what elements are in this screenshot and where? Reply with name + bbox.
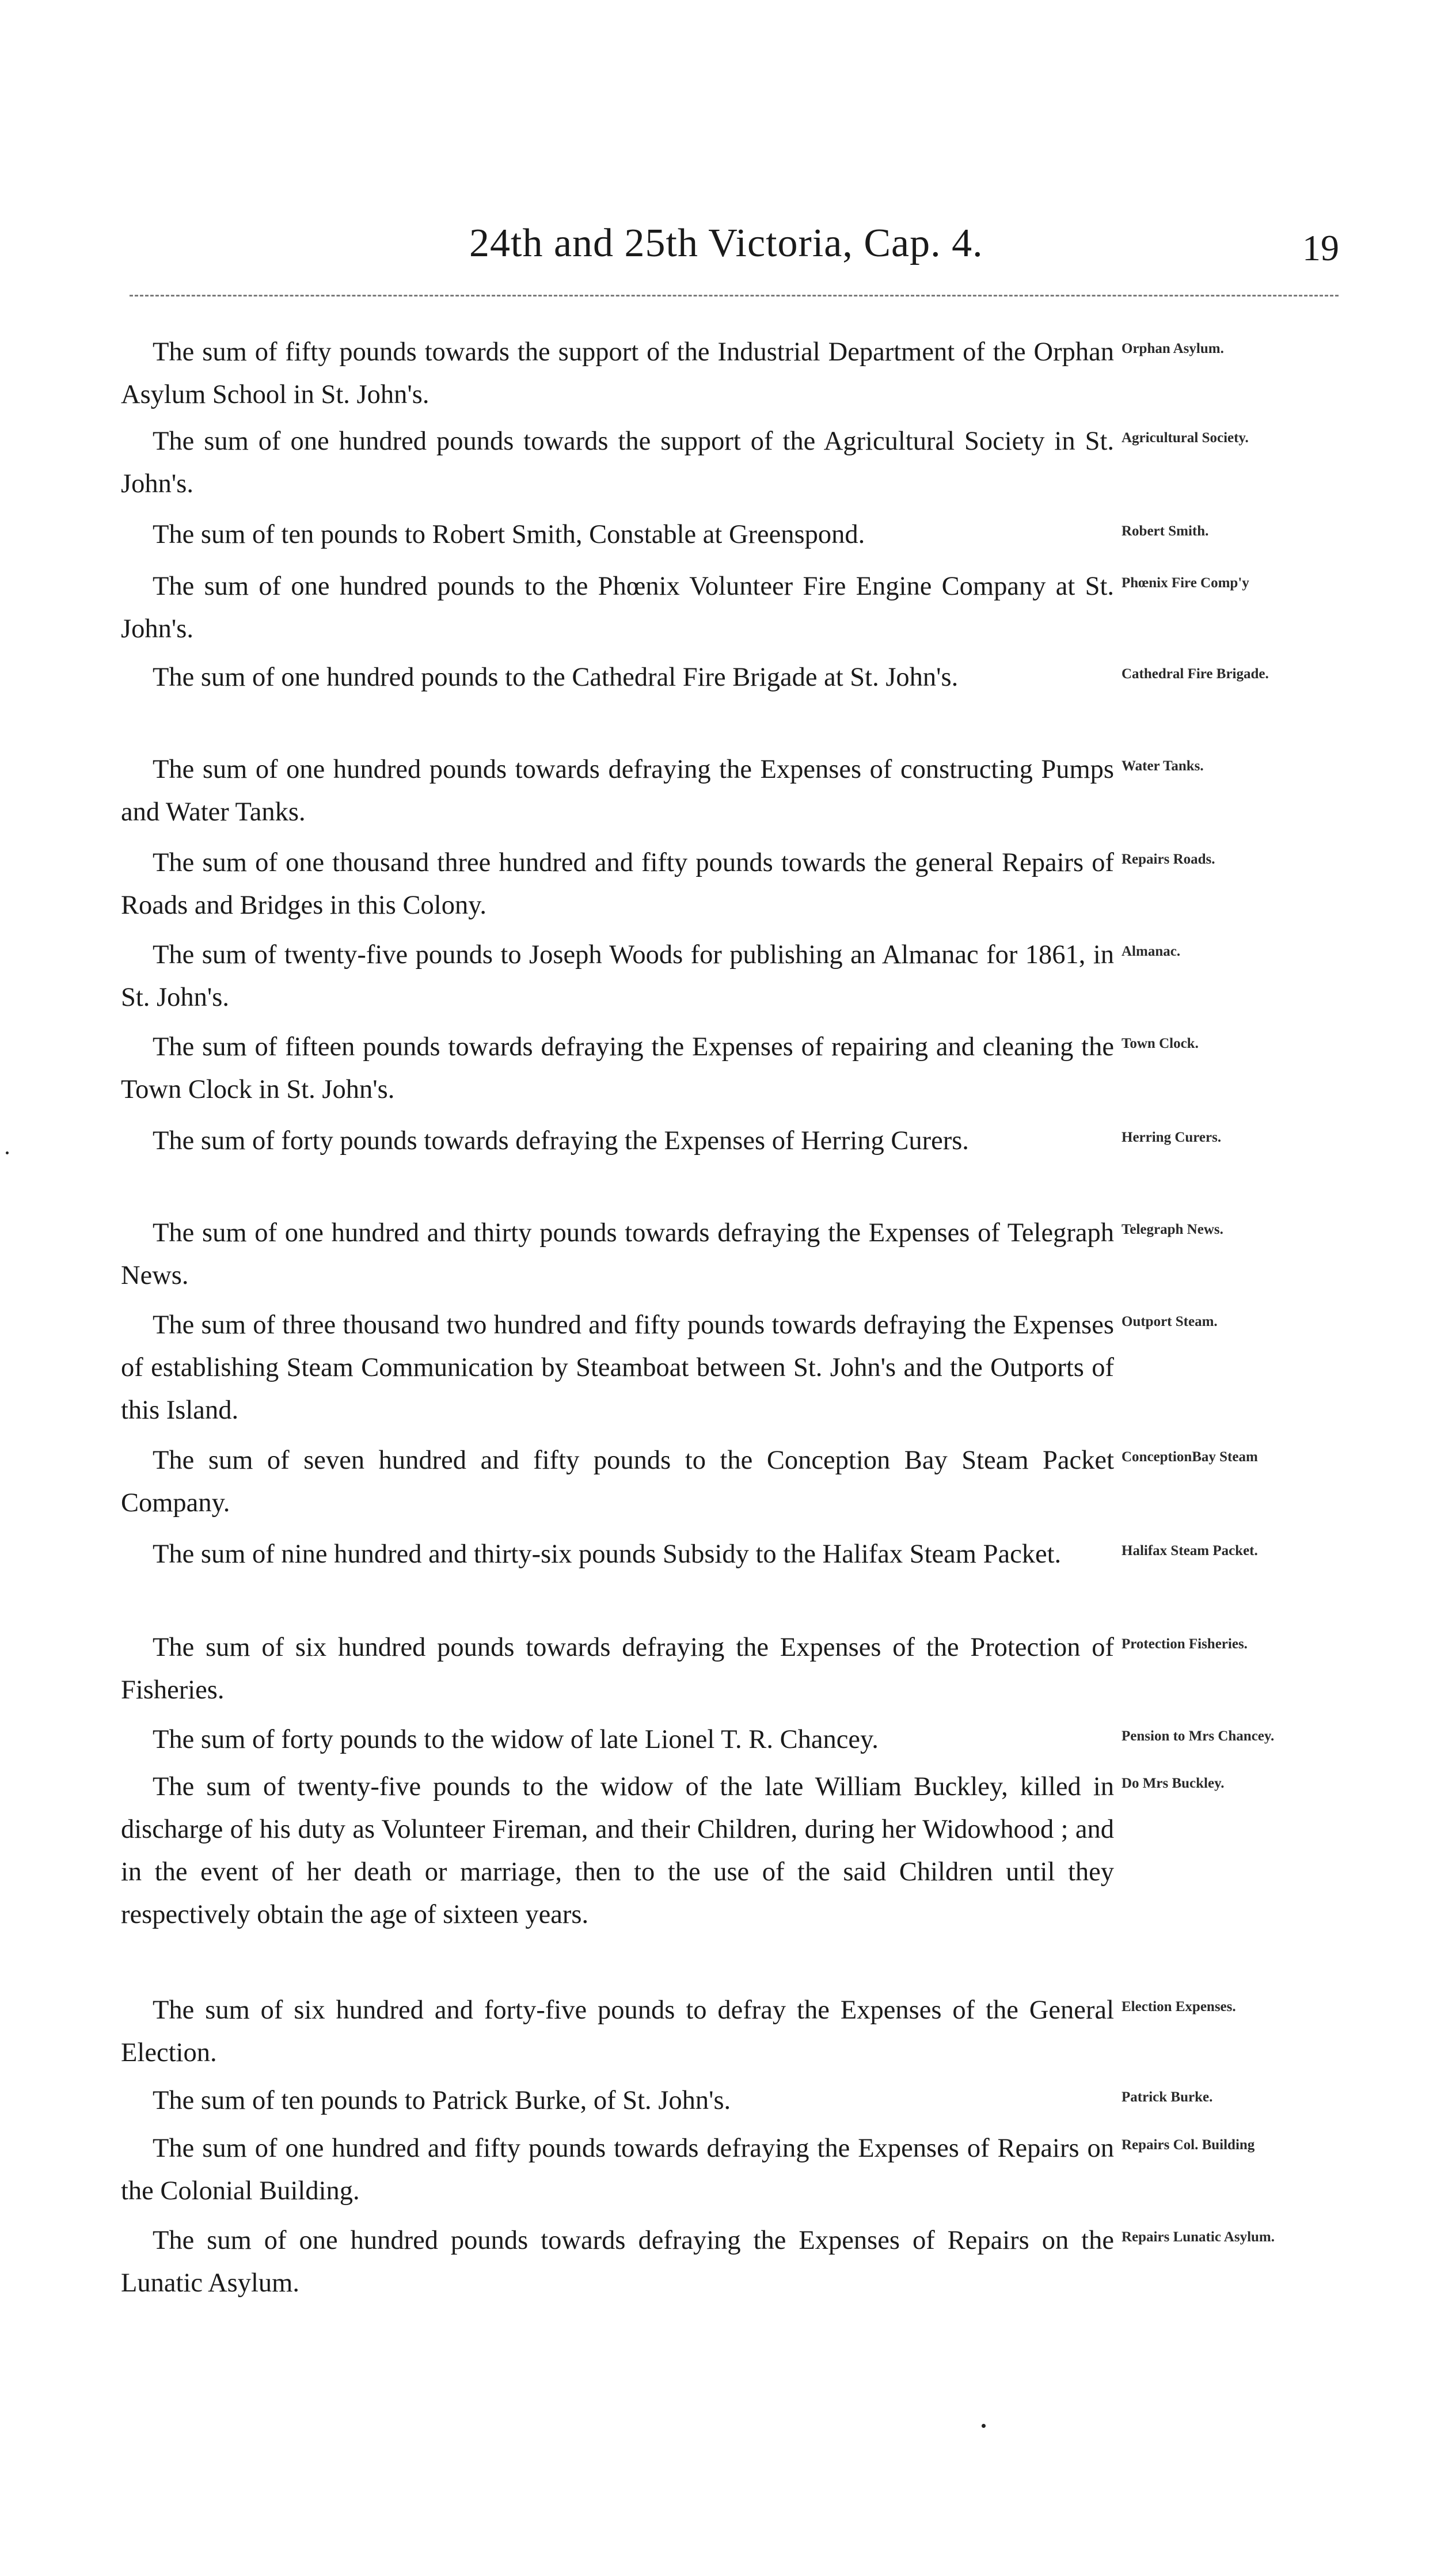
entry-text: The sum of nine hundred and thirty-six pounds Subsidy to the Halifax Steam Packet. — [153, 1540, 1062, 1569]
margin-note: Agricultural Society. — [1122, 430, 1249, 446]
ink-speck — [6, 1151, 9, 1154]
margin-note: Cathedral Fire Brigade. — [1122, 666, 1269, 682]
entry-text: The sum of six hundred and forty-five pounds to defray the Expenses of the General Election. — [121, 1996, 1114, 2067]
entry-text: The sum of six hundred pounds towards defraying the Expenses of the Protection of Fisheries. — [121, 1633, 1114, 1705]
entry-text: The sum of twenty-five pounds to the widow of the late William Buckley, killed in discharge of his duty as Volunteer Fireman, and their Children, during her Widowhood ; and in the event of her death or marriage, then to the use of the said Children until they respectively obtain the age of sixteen years. — [121, 1772, 1114, 1929]
entry-text: The sum of fifteen pounds towards defraying the Expenses of repairing and cleaning the Town Clock in St. John's. — [121, 1032, 1114, 1104]
margin-note: Patrick Burke. — [1122, 2089, 1213, 2105]
margin-note: Pension to Mrs Chancey. — [1122, 1728, 1275, 1744]
margin-note: Election Expenses. — [1122, 1999, 1236, 2015]
margin-note: Orphan Asylum. — [1122, 341, 1224, 356]
entry-text: The sum of one hundred and thirty pounds towards defraying the Expenses of Telegraph News. — [121, 1218, 1114, 1290]
entry-text: The sum of three thousand two hundred and fifty pounds towards defraying the Expenses of establishing Steam Communication by Steamboat between St. John's and the Outports of this Island. — [121, 1310, 1114, 1425]
running-title: 24th and 25th Victoria, Cap. 4. — [469, 221, 983, 265]
entry-text: The sum of one hundred pounds to the Cathedral Fire Brigade at St. John's. — [153, 663, 959, 692]
entry-text: The sum of one thousand three hundred and fifty pounds towards the general Repairs of Roads and Bridges in this Colony. — [121, 848, 1114, 920]
entry-text: The sum of ten pounds to Patrick Burke, of St. John's. — [153, 2086, 731, 2115]
margin-note: Telegraph News. — [1122, 1222, 1223, 1237]
margin-note: Herring Curers. — [1122, 1130, 1222, 1145]
entry-text: The sum of one hundred pounds to the Phœnix Volunteer Fire Engine Company at St. John's. — [121, 572, 1114, 644]
entry-text: The sum of fifty pounds towards the support of the Industrial Department of the Orphan Asylum School in St. John's. — [121, 337, 1114, 409]
entry-text: The sum of one hundred pounds towards defraying the Expenses of constructing Pumps and Water Tanks. — [121, 755, 1114, 827]
page-number: 19 — [1302, 227, 1339, 268]
entry-text: The sum of one hundred pounds towards defraying the Expenses of Repairs on the Lunatic Asylum. — [121, 2226, 1114, 2298]
entry-text: The sum of twenty-five pounds to Joseph Woods for publishing an Almanac for 1861, in St. John's. — [121, 940, 1114, 1012]
ink-speck — [982, 2424, 986, 2428]
margin-note: Water Tanks. — [1122, 758, 1204, 774]
margin-note: Protection Fisheries. — [1122, 1636, 1248, 1652]
entry-text: The sum of ten pounds to Robert Smith, Constable at Greenspond. — [153, 520, 865, 549]
margin-note: Almanac. — [1122, 944, 1181, 959]
entry-text: The sum of seven hundred and fifty pounds to the Conception Bay Steam Packet Company. — [121, 1446, 1114, 1518]
entry-text: The sum of forty pounds to the widow of late Lionel T. R. Chancey. — [153, 1725, 879, 1754]
margin-note: Halifax Steam Packet. — [1122, 1543, 1258, 1559]
margin-note: ConceptionBay Steam — [1122, 1449, 1258, 1465]
margin-note: Robert Smith. — [1122, 523, 1209, 539]
entry-text: The sum of forty pounds towards defraying the Expenses of Herring Curers. — [153, 1126, 969, 1156]
margin-note: Phœnix Fire Comp'y — [1122, 575, 1249, 591]
margin-note: Repairs Col. Building — [1122, 2137, 1255, 2153]
entry-text: The sum of one hundred pounds towards the support of the Agricultural Society in St. John's. — [121, 427, 1114, 499]
margin-note: Repairs Lunatic Asylum. — [1122, 2229, 1275, 2245]
margin-note: Outport Steam. — [1122, 1314, 1218, 1329]
entry-text: The sum of one hundred and fifty pounds towards defraying the Expenses of Repairs on the Colonial Building. — [121, 2134, 1114, 2206]
margin-note: Repairs Roads. — [1122, 852, 1215, 867]
margin-note: Do Mrs Buckley. — [1122, 1776, 1225, 1791]
margin-note: Town Clock. — [1122, 1036, 1199, 1051]
